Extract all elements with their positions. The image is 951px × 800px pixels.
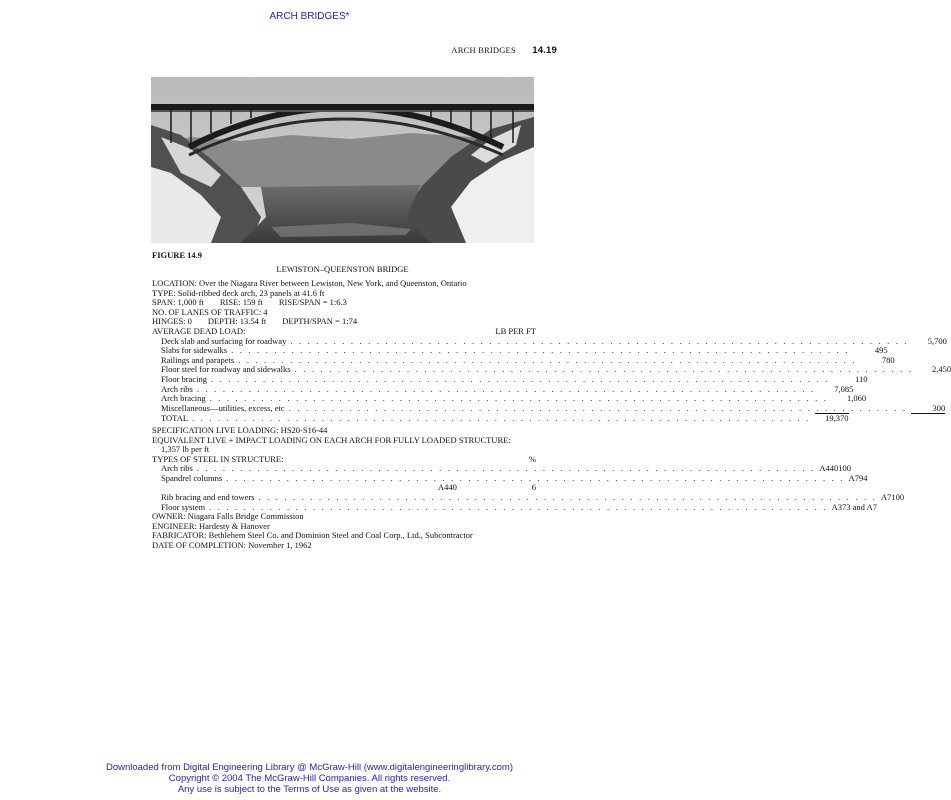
leader-dots: . . . . . . . . . . . . . . . . . . . . . . . . . . . . . . . . . . . . . . . . . . . . . . . . . . . . . . . . . . . . . . . . . . . . . . . . bbox=[288, 402, 908, 413]
figure-caption: FIGURE 14.9 bbox=[152, 250, 203, 260]
leader-dots: . . . . . . . . . . . . . . . . . . . . . . . . . . . . . . . . . . . . . . . . . . . . . . . . . . . . . . . . . . . . . . . . . . . . . . . . bbox=[290, 335, 909, 346]
lanes-line: NO. OF LANES OF TRAFFIC: 4 bbox=[152, 306, 268, 317]
leader-dots: . . . . . . . . . . . . . . . . . . . . . . . . . . . . . . . . . . . . . . . . . . . . . . . . . . . . . . . . . . . . . . . . . . . . . . . . bbox=[258, 492, 877, 503]
completion-line: DATE OF COMPLETION: November 1, 1962 bbox=[152, 540, 312, 551]
hinges-value: HINGES: 0 bbox=[152, 316, 192, 327]
leader-dots: . . . . . . . . . . . . . . . . . . . . . . . . . . . . . . . . . . . . . . . . . . . . . . . . . . . . . . . . . . . . . . . . . . . . . . . . bbox=[209, 393, 829, 404]
leader-dots: . . . . . . . . . . . . . . . . . . . . . . . . . . . . . . . . . . . . . . . . . . . . . . . . . . . . . . . . . . . . . . . . . . . . . . . . bbox=[294, 364, 914, 375]
fabricator-line: FABRICATOR: Bethlehem Steel Co. and Dominion Steel and Coal Corp., Ltd., Subcontractor bbox=[152, 530, 473, 541]
engineer-line: ENGINEER: Hardesty & Hanover bbox=[152, 520, 270, 531]
dead-load-value: 300 bbox=[911, 404, 945, 415]
dead-load-label: Miscellaneous—utilities, excess, etc bbox=[161, 402, 285, 413]
leader-dots: . . . . . . . . . . . . . . . . . . . . . . . . . . . . . . . . . . . . . . . . . . . . . . . . . . . . . . . . . . . . . . . . . . . . . . . . bbox=[211, 373, 830, 384]
dead-load-value: 5,700 bbox=[927, 335, 947, 346]
leader-dots: . . . . . . . . . . . . . . . . . . . . . . . . . . . . . . . . . . . . . . . . . . . . . . . . . . . . . . . . . . . . . . . . . . . . . . . . bbox=[238, 354, 857, 365]
dead-load-label: Floor bracing bbox=[161, 373, 208, 384]
dead-load-row bbox=[152, 402, 946, 414]
depth-span-ratio: DEPTH/SPAN = 1:74 bbox=[282, 316, 358, 327]
dead-load-value: 7,085 bbox=[834, 383, 854, 394]
equivalent-loading: EQUIVALENT LIVE + IMPACT LOADING ON EACH ARCH FOR FULLY LOADED STRUCTURE: bbox=[152, 434, 511, 445]
steel-list bbox=[152, 463, 905, 512]
page-number: 14.19 bbox=[532, 45, 557, 56]
steel-percent: A373 and A7 bbox=[831, 501, 877, 512]
running-head bbox=[451, 45, 557, 56]
dead-load-total-value: 19,370 bbox=[815, 413, 849, 424]
dead-load-value: 2,450 bbox=[931, 364, 951, 375]
dead-load-label: Railings and parapets bbox=[161, 354, 235, 365]
leader-dots: . . . . . . . . . . . . . . . . . . . . . . . . . . . . . . . . . . . . . . . . . . . . . . . . . . . . . . . . . . . . . . . . . . . . . . . . bbox=[192, 413, 811, 424]
dead-load-heading: AVERAGE DEAD LOAD: bbox=[152, 325, 246, 336]
bridge-title: LEWISTON–QUEENSTON BRIDGE bbox=[276, 264, 409, 274]
steel-member: Rib bracing and end towers bbox=[161, 492, 255, 503]
steel-row bbox=[152, 472, 868, 484]
leader-dots: . . . . . . . . . . . . . . . . . . . . . . . . . . . . . . . . . . . . . . . . . . . . . . . . . . . . . . . . . . . . . . . . . . . . . . . . bbox=[231, 345, 850, 356]
spec-live-loading: SPECIFICATION LIVE LOADING: HS20-S16-44 bbox=[152, 424, 328, 435]
location-line: LOCATION: Over the Niagara River between Lewiston, New York, and Queenston, Ontario bbox=[152, 278, 467, 288]
rise-span-ratio: RISE/SPAN = 1:6.3 bbox=[278, 297, 347, 308]
steel-grade: A440 bbox=[438, 482, 457, 493]
leader-dots: . . . . . . . . . . . . . . . . . . . . . . . . . . . . . . . . . . . . . . . . . . . . . . . . . . . . . . . . . . . . . . . . . . . . . . . . bbox=[196, 383, 816, 394]
steel-grade: A440 bbox=[819, 463, 839, 474]
footer-line-2: Copyright © 2004 The McGraw-Hill Companies. All rights reserved. bbox=[168, 773, 451, 784]
bridge-photo-illustration bbox=[151, 77, 534, 243]
bridge-data-sheet bbox=[152, 276, 951, 551]
owner-line: OWNER: Niagara Falls Bridge Commission bbox=[152, 511, 304, 522]
steel-heading: TYPES OF STEEL IN STRUCTURE: bbox=[152, 453, 284, 464]
steel-member: Floor system bbox=[161, 501, 206, 512]
download-footer bbox=[0, 762, 619, 795]
dead-load-label: Floor steel for roadway and sidewalks bbox=[161, 364, 291, 375]
dead-load-list bbox=[152, 335, 951, 414]
steel-percent: 94 bbox=[859, 472, 868, 483]
dead-load-label: Slabs for sidewalks bbox=[161, 345, 228, 356]
dead-load-value: 110 bbox=[855, 373, 868, 384]
equivalent-loading-value: 1,357 lb per ft bbox=[161, 444, 210, 455]
rise-value: RISE: 159 ft bbox=[219, 297, 263, 308]
dead-load-total-label: TOTAL bbox=[161, 413, 189, 424]
document-banner: ARCH BRIDGES* bbox=[269, 11, 350, 22]
depth-value: DEPTH: 13.54 ft bbox=[207, 316, 267, 327]
bridge-photo bbox=[151, 77, 534, 243]
dead-load-total-row bbox=[152, 413, 849, 424]
dead-load-label: Arch ribs bbox=[161, 383, 193, 394]
steel-percent: 6 bbox=[531, 482, 536, 493]
dead-load-unit: LB PER FT bbox=[495, 325, 536, 336]
dead-load-value: 495 bbox=[874, 345, 888, 356]
steel-grade: A7 bbox=[848, 472, 860, 483]
running-head-section: ARCH BRIDGES bbox=[451, 45, 516, 55]
footer-line-3: Any use is subject to the Terms of Use as given at the website. bbox=[177, 784, 442, 795]
dead-load-label: Arch bracing bbox=[161, 393, 206, 404]
type-line: TYPE: Solid-ribbed deck arch, 23 panels at 41.6 ft bbox=[152, 287, 325, 298]
leader-dots: . . . . . . . . . . . . . . . . . . . . . . . . . . . . . . . . . . . . . . . . . . . . . . . . . . . . . . . . . . . . . . . . . . . . . . . . bbox=[196, 463, 816, 474]
steel-unit: % bbox=[528, 453, 536, 464]
steel-member: Spandrel columns bbox=[161, 472, 223, 483]
steel-percent: 100 bbox=[891, 492, 905, 503]
span-value: SPAN: 1,000 ft bbox=[152, 297, 204, 308]
footer-line-1: Downloaded from Digital Engineering Library @ McGraw-Hill (www.digitalengineeringlibrary.com) bbox=[105, 762, 514, 773]
dead-load-value: 780 bbox=[881, 354, 895, 365]
leader-dots: . . . . . . . . . . . . . . . . . . . . . . . . . . . . . . . . . . . . . . . . . . . . . . . . . . . . . . . . . . . . . . . . . . . . . . . . bbox=[209, 501, 828, 512]
steel-grade: A7 bbox=[880, 492, 892, 503]
steel-member: Arch ribs bbox=[161, 463, 193, 474]
dead-load-value: 1,060 bbox=[846, 393, 867, 404]
dead-load-label: Deck slab and surfacing for roadway bbox=[161, 335, 287, 346]
leader-dots: . . . . . . . . . . . . . . . . . . . . . . . . . . . . . . . . . . . . . . . . . . . . . . . . . . . . . . . . . . . . . . . . . . . . . . . . bbox=[226, 472, 845, 483]
steel-percent: 100 bbox=[838, 463, 851, 474]
